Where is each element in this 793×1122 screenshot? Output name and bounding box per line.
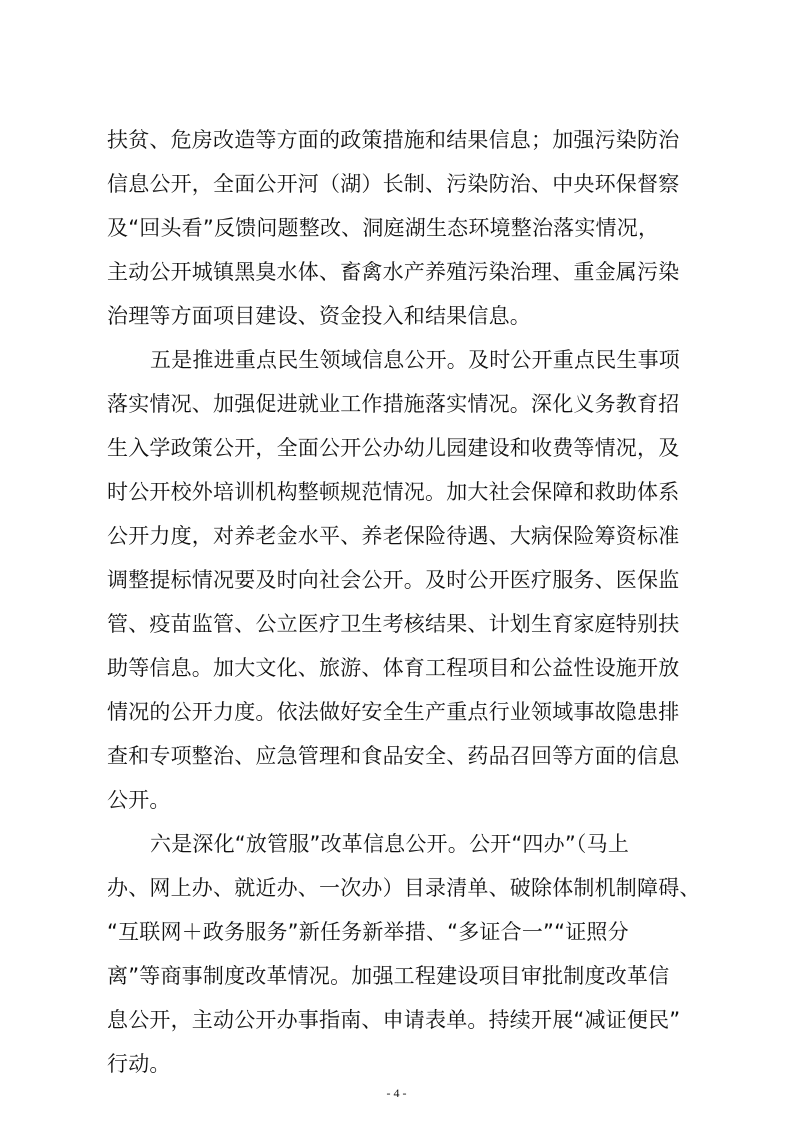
paragraph-2-line-5: 公开力度，对养老金水平、养老保险待遇、大病保险筹资标准 — [107, 524, 680, 548]
paragraph-1-line-5: 治理等方面项目建设、资金投入和结果信息。 — [107, 304, 531, 328]
paragraph-2-line-7: 管、疫苗监管、公立医疗卫生考核结果、计划生育家庭特别扶 — [107, 612, 680, 636]
paragraph-3-line-5: 息公开，主动公开办事指南、申请表单。持续开展“减证便民” — [107, 1008, 681, 1032]
paragraph-2-line-3: 生入学政策公开，全面公开公办幼儿园建设和收费等情况，及 — [107, 436, 680, 460]
paragraph-1-line-2: 信息公开，全面公开河（湖）长制、污染防治、中央环保督察 — [107, 172, 680, 196]
paragraph-3-line-4: 离”等商事制度改革情况。加强工程建设项目审批制度改革信 — [107, 964, 670, 988]
paragraph-2-line-11: 公开。 — [107, 788, 171, 812]
paragraph-2-line-9: 情况的公开力度。依法做好安全生产重点行业领域事故隐患排 — [107, 700, 680, 724]
paragraph-2-line-10: 查和专项整治、应急管理和食品安全、药品召回等方面的信息 — [107, 744, 680, 768]
page-number: - 4 - — [386, 1086, 407, 1100]
paragraph-2-line-1: 五是推进重点民生领域信息公开。及时公开重点民生事项 — [150, 348, 680, 372]
paragraph-2-line-4: 时公开校外培训机构整顿规范情况。加大社会保障和救助体系 — [107, 480, 680, 504]
paragraph-2-line-2: 落实情况、加强促进就业工作措施落实情况。深化义务教育招 — [107, 392, 680, 416]
paragraph-3-line-2: 办、网上办、就近办、一次办）目录清单、破除体制机制障碍、 — [107, 876, 701, 900]
paragraph-3-line-3: “互联网＋政务服务”新任务新举措、“多证合一”“证照分 — [107, 920, 629, 944]
paragraph-3-line-6: 行动。 — [107, 1052, 171, 1076]
paragraph-1-line-1: 扶贫、危房改造等方面的政策措施和结果信息；加强污染防治 — [107, 128, 680, 152]
paragraph-1-line-4: 主动公开城镇黑臭水体、畜禽水产养殖污染治理、重金属污染 — [107, 260, 680, 284]
paragraph-3-line-1: 六是深化“放管服”改革信息公开。公开“四办”（马上 — [150, 832, 630, 856]
paragraph-2-line-6: 调整提标情况要及时向社会公开。及时公开医疗服务、医保监 — [107, 568, 680, 592]
paragraph-2-line-8: 助等信息。加大文化、旅游、体育工程项目和公益性设施开放 — [107, 656, 680, 680]
paragraph-1-line-3: 及“回头看”反馈问题整改、洞庭湖生态环境整治落实情况， — [107, 216, 660, 240]
